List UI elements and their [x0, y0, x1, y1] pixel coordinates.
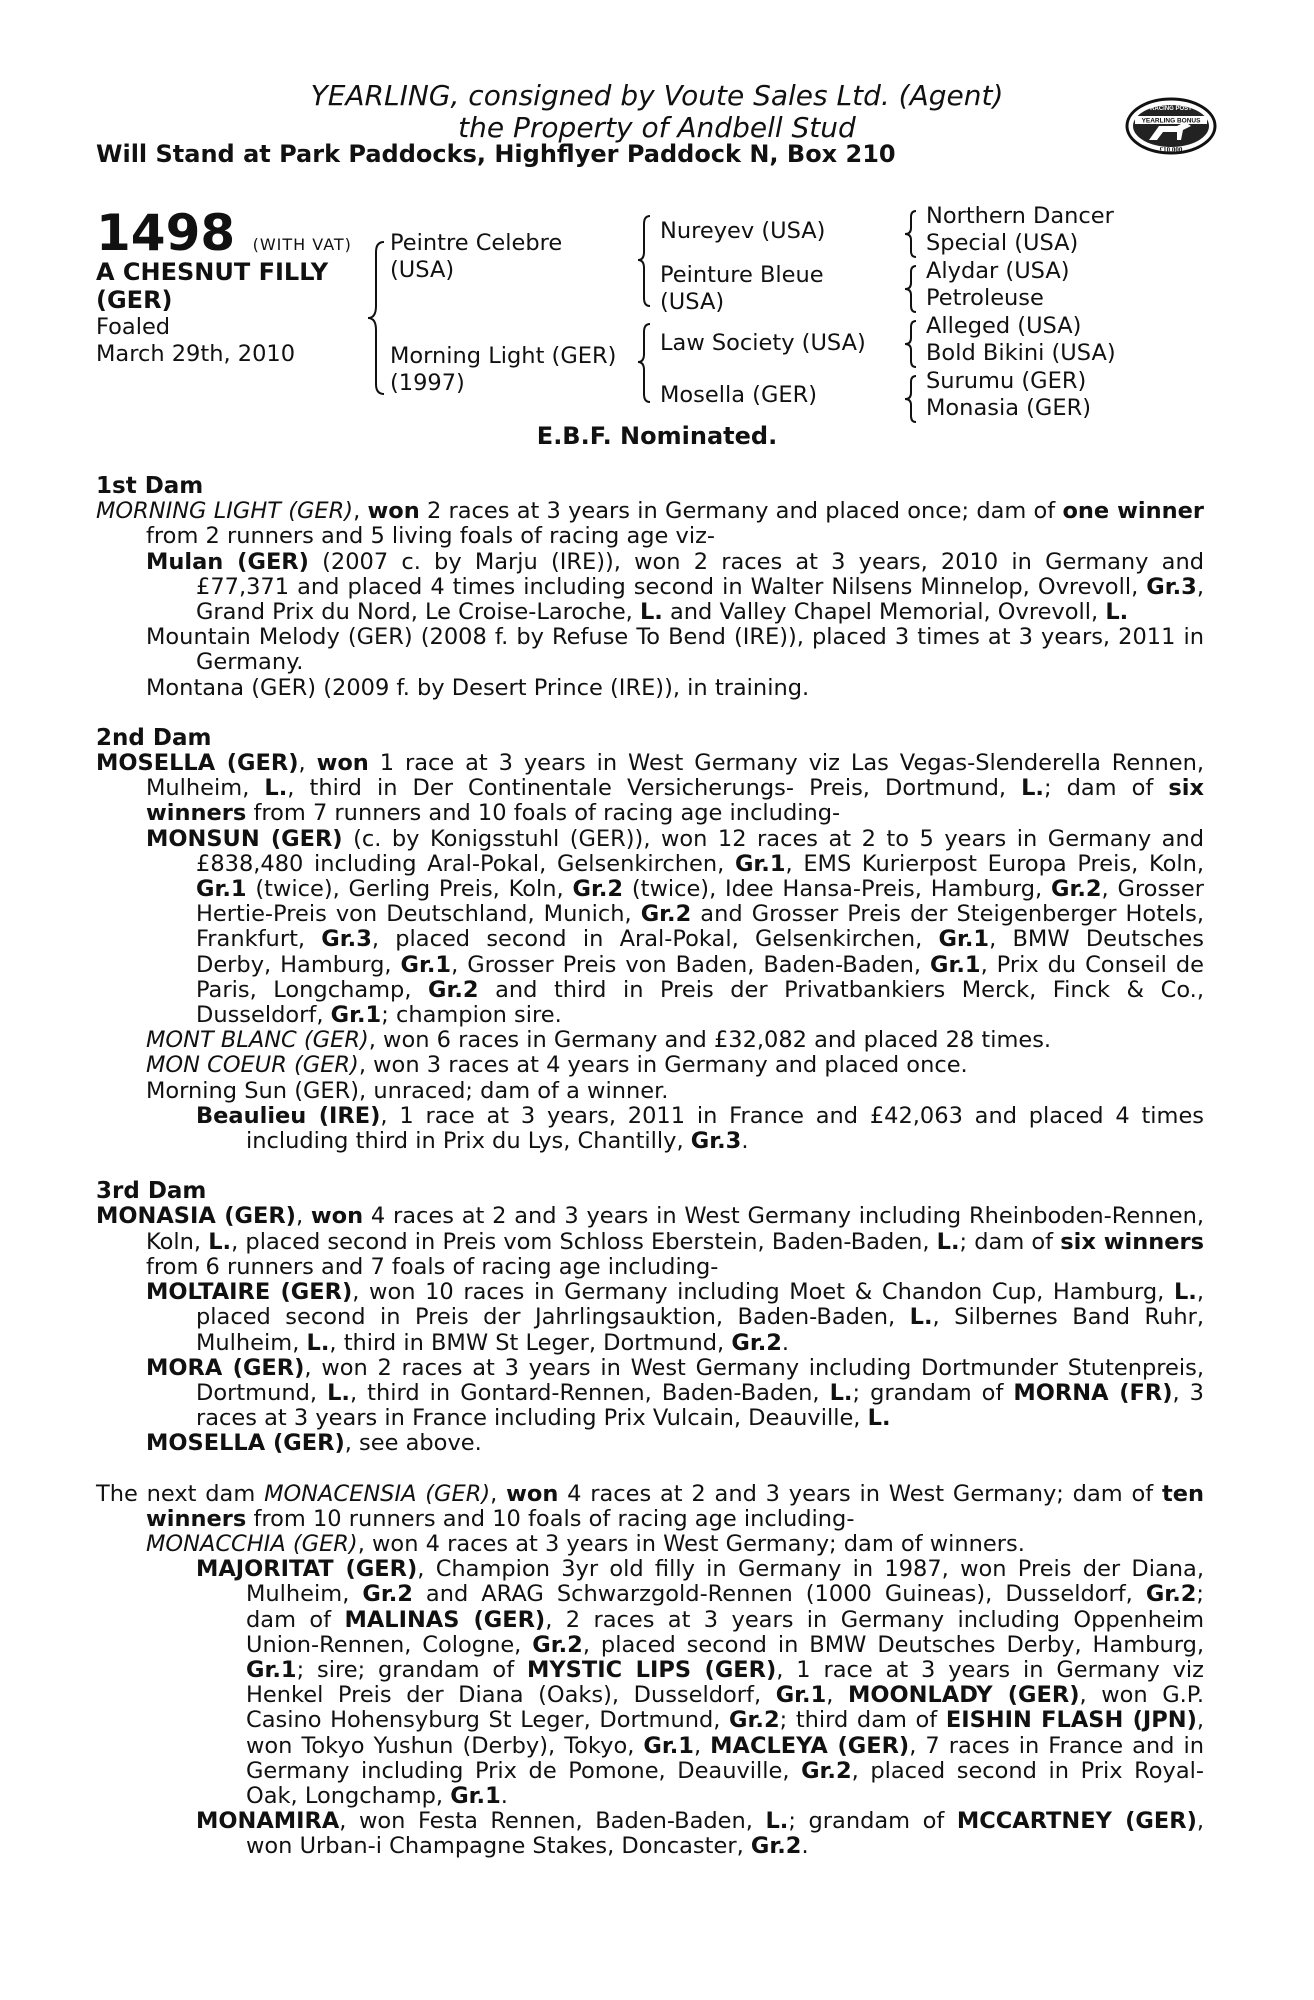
- second-dam-heading: 2nd Dam: [96, 724, 212, 751]
- lot-number-value: 1498: [96, 204, 236, 262]
- produce-entry: Mulan (GER) (2007 c. by Marju (IRE)), won 2 races at 3 years, 2010 in Germany and £77,371 and placed 4 times including second in Walter Nilsens Minnelop, Ovrevoll, Gr.3, Grand Prix du Nord, Le Croise-Laroche, L. and Valley Chapel Memorial, Ovrevoll, L.: [146, 548, 1204, 626]
- produce-entry: MON COEUR (GER), won 3 races at 4 years in Germany and placed once.: [146, 1052, 968, 1079]
- produce-entry: Beaulieu (IRE), 1 race at 3 years, 2011 in France and £42,063 and placed 4 times including third in Prix du Lys, Chantilly, Gr.3.: [196, 1102, 1205, 1155]
- gg-5: Alleged (USA): [926, 313, 1082, 339]
- gg-3: Alydar (USA): [926, 258, 1070, 284]
- g-brace-3: [902, 318, 920, 370]
- dam-name: Morning Light (GER): [390, 343, 617, 369]
- gg-2: Special (USA): [926, 230, 1079, 256]
- sire-dam: [660, 262, 824, 316]
- gg-4: Petroleuse: [926, 285, 1044, 311]
- header-line-2: the Property of Andbell Stud: [458, 111, 856, 144]
- gg-6: Bold Bikini (USA): [926, 340, 1116, 366]
- produce-entry: MAJORITAT (GER), Champion 3yr old filly in Germany in 1987, won Preis der Diana, Mulheim, Gr.2 and ARAG Schwarzgold-Rennen (1000 Guineas), Dusseldorf, Gr.2; dam of MALINAS (GER), 2 races at 3 years in Germany including Oppenheim Union-Rennen, Cologne, Gr.2, placed second in BMW Deutsches Derby, Hamburg, Gr.1; sire; grandam of MYSTIC LIPS (GER), 1 race at 3 years in Germany viz Henkel Preis der Diana (Oaks), Dusseldorf, Gr.1, MOONLADY (GER), won G.P. Casino Hohensyburg St Leger, Dortmund, Gr.2; third dam of EISHIN FLASH (JPN), won Tokyo Yushun (Derby), Tokyo, Gr.1, MACLEYA (GER), 7 races in France and in Germany including Prix de Pomone, Deauville, Gr.2, placed second in Prix Royal-Oak, Longchamp, Gr.1.: [196, 1556, 1205, 1809]
- produce-entry: MONACCHIA (GER), won 4 races at 3 years in West Germany; dam of winners.: [146, 1530, 1025, 1557]
- badge-top-text: RACING POST: [1150, 106, 1192, 112]
- lot-title: [96, 258, 328, 314]
- dam-dam: Mosella (GER): [660, 382, 818, 408]
- produce-entry: MOSELLA (GER), see above.: [146, 1430, 482, 1457]
- lot-title-line1: A CHESNUT FILLY: [96, 258, 329, 286]
- produce-entry: MONT BLANC (GER), won 6 races in Germany and £32,082 and placed 28 times.: [146, 1027, 1052, 1054]
- lot-title-line2: (GER): [96, 286, 173, 314]
- sire-name: Peintre Celebre: [390, 230, 563, 256]
- dam-sire: Law Society (USA): [660, 330, 866, 356]
- sire-dam-brace: [364, 238, 388, 398]
- fourth-dam-summary: The next dam MONACENSIA (GER), won 4 races at 2 and 3 years in West Germany; dam of ten winners from 10 runners and 10 foals of racing age including-: [96, 1480, 1204, 1532]
- header-line-1: YEARLING, consigned by Voute Sales Ltd. (Agent): [310, 79, 1004, 112]
- dam-parents-brace: [634, 320, 654, 406]
- yearling-bonus-logo: [1125, 96, 1217, 156]
- sire-dam-country: (USA): [660, 289, 725, 315]
- g-brace-4: [902, 373, 920, 425]
- lot-vat: (WITH VAT): [252, 235, 352, 254]
- sire-country: (USA): [390, 257, 455, 283]
- badge-bottom-text: £10,000: [1159, 146, 1183, 154]
- produce-entry: MOLTAIRE (GER), won 10 races in Germany including Moet & Chandon Cup, Hamburg, L., placed second in Preis der Jahrlingsauktion, Baden-Baden, L., Silbernes Band Ruhr, Mulheim, L., third in BMW St Leger, Dortmund, Gr.2.: [146, 1279, 1205, 1356]
- third-dam-heading: 3rd Dam: [96, 1178, 207, 1205]
- sire: [390, 230, 562, 284]
- stand-location: Will Stand at Park Paddocks, Highflyer Paddock N, Box 210: [96, 140, 896, 168]
- produce-entry: Mountain Melody (GER) (2008 f. by Refuse To Bend (IRE)), placed 3 times at 3 years, 2011 in Germany.: [146, 624, 1204, 676]
- badge-mid-text: YEARLING BONUS: [1141, 117, 1201, 125]
- gg-7: Surumu (GER): [926, 368, 1087, 394]
- gg-8: Monasia (GER): [926, 395, 1091, 421]
- produce-entry: MORA (GER), won 2 races at 3 years in West Germany including Dortmunder Stutenpreis, Dortmund, L., third in Gontard-Rennen, Baden-Baden, L.; grandam of MORNA (FR), 3 races at 3 years in France including Prix Vulcain, Deauville, L.: [146, 1354, 1204, 1432]
- foaled-label: Foaled: [96, 314, 171, 340]
- foaled-info: [96, 314, 295, 368]
- produce-entry: Morning Sun (GER), unraced; dam of a winner.: [146, 1077, 669, 1104]
- produce-entry: Montana (GER) (2009 f. by Desert Prince (IRE)), in training.: [146, 674, 810, 701]
- first-dam-heading: 1st Dam: [96, 473, 204, 499]
- produce-entry: MONSUN (GER) (c. by Konigsstuhl (GER)), won 12 races at 2 to 5 years in Germany and £838,480 including Aral-Pokal, Gelsenkirchen, Gr.1, EMS Kurierpost Europa Preis, Koln, Gr.1 (twice), Gerling Preis, Koln, Gr.2 (twice), Idee Hansa-Preis, Hamburg, Gr.2, Grosser Hertie-Preis von Deutschland, Munich, Gr.2 and Grosser Preis der Steigenberger Hotels, Frankfurt, Gr.3, placed second in Aral-Pokal, Gelsenkirchen, Gr.1, BMW Deutsches Derby, Hamburg, Gr.1, Grosser Preis von Baden, Baden-Baden, Gr.1, Prix du Conseil de Paris, Longchamp, Gr.2 and third in Preis der Privatbankiers Merck, Finck & Co., Dusseldorf, Gr.1; champion sire.: [146, 825, 1205, 1029]
- second-dam-summary: MOSELLA (GER), won 1 race at 3 years in West Germany viz Las Vegas-Slenderella Rennen, Mulheim, L., third in Der Continentale Versicherungs- Preis, Dortmund, L.; dam of six winners from 7 runners and 10 foals of racing age including-: [96, 750, 1204, 827]
- produce-entry: MONAMIRA, won Festa Rennen, Baden-Baden, L.; grandam of MCCARTNEY (GER), won Urban-i Champagne Stakes, Doncaster, Gr.2.: [196, 1808, 1205, 1860]
- sire-dam-name: Peinture Bleue: [660, 262, 824, 288]
- g-brace-1: [902, 208, 920, 260]
- dam: [390, 343, 616, 397]
- third-dam-summary: MONASIA (GER), won 4 races at 2 and 3 years in West Germany including Rheinboden-Rennen, Koln, L., placed second in Preis vom Schloss Eberstein, Baden-Baden, L.; dam of six winners from 6 runners and 7 foals of racing age including-: [96, 1203, 1204, 1280]
- foaled-date: March 29th, 2010: [96, 341, 296, 367]
- g-brace-2: [902, 263, 920, 315]
- dam-year: (1997): [390, 370, 465, 396]
- first-dam-summary: MORNING LIGHT (GER), won 2 races at 3 years in Germany and placed once; dam of one winner from 2 runners and 5 living foals of racing age viz-: [96, 498, 1204, 550]
- gg-1: Northern Dancer: [926, 203, 1114, 229]
- ebf-nominated: E.B.F. Nominated.: [536, 422, 778, 450]
- sire-sire: Nureyev (USA): [660, 218, 826, 244]
- produce-record: [96, 474, 1204, 1860]
- sire-parents-brace: [634, 212, 654, 312]
